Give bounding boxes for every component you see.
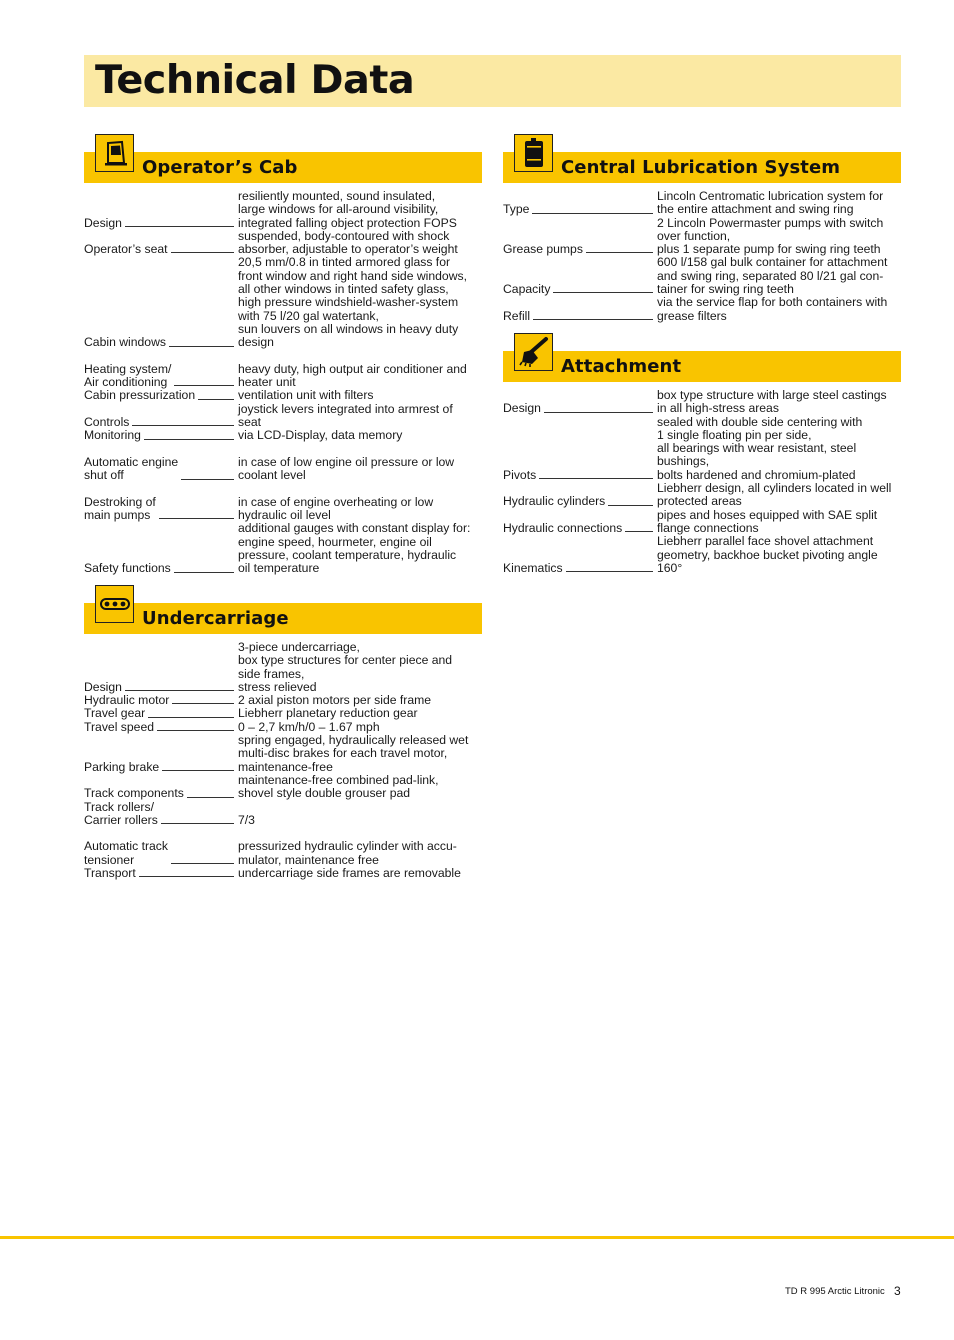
spec-term-cell: [84, 443, 238, 483]
spec-list: [503, 389, 901, 575]
section-attachment: [503, 333, 901, 575]
spec-term-cell: [84, 230, 238, 257]
spec-term-cell: [84, 827, 238, 867]
spec-row: [84, 734, 482, 774]
spec-value: Liebherr parallel face shovel attachment geometry, backhoe bucket pivoting angle 160°: [657, 534, 878, 575]
leader-line: [532, 213, 653, 214]
spec-row: [84, 707, 482, 720]
section-undercarriage: [84, 585, 482, 880]
spec-value: 2 axial piston motors per side frame: [238, 693, 432, 708]
spec-value: pressurized hydraulic cylinder with accu- mulator, maintenance free: [238, 839, 457, 867]
spec-term-cell: [503, 256, 657, 296]
spec-term-cell: [84, 350, 238, 390]
spec-term-cell: [503, 296, 657, 323]
section-operators-cab: [84, 134, 482, 576]
spec-list: [84, 641, 482, 880]
spec-term-cell: [503, 535, 657, 575]
spec-row: [84, 429, 482, 442]
spec-term: Parking brake: [84, 759, 160, 774]
spec-value: additional gauges with constant display for: engine speed, hourmeter, engine oil pressure, coolant temperature, hydraulic oil temperature: [238, 521, 471, 576]
spec-value: ventilation unit with filters: [238, 388, 374, 403]
spec-term: Refill: [503, 308, 531, 323]
spec-term-cell: [84, 522, 238, 575]
spec-term-cell: [84, 774, 238, 801]
spec-term: Destroking of main pumps: [84, 494, 156, 523]
section-header: [84, 134, 482, 184]
spec-term: Automatic engine shut off: [84, 454, 179, 483]
spec-row: [84, 190, 482, 230]
spec-term-cell: [84, 721, 238, 734]
spec-term: Type: [503, 202, 530, 217]
spec-row: [84, 721, 482, 734]
spec-row: [503, 509, 901, 536]
section-central-lubrication: [503, 134, 901, 323]
section-title: Central Lubrication System: [561, 157, 841, 178]
leader-line: [159, 518, 234, 519]
spec-term: Design: [84, 679, 122, 694]
spec-value: via the service flap for both containers with grease filters: [657, 295, 888, 323]
spec-term-cell: [84, 641, 238, 694]
leader-line: [187, 797, 234, 798]
spec-list: [503, 190, 901, 323]
spec-term: Hydraulic connections: [503, 520, 623, 535]
spec-row: [84, 350, 482, 390]
spec-value: spring engaged, hydraulically released wet multi-disc brakes for each travel motor, maintenance-free: [238, 733, 469, 774]
grease-barrel-icon: [514, 134, 553, 172]
leader-line: [198, 399, 234, 400]
section-header: [503, 134, 901, 184]
leader-line: [139, 876, 234, 877]
spec-term: Cabin windows: [84, 335, 166, 350]
spec-row: [84, 641, 482, 694]
leader-line: [148, 717, 234, 718]
spec-row: [84, 867, 482, 880]
spec-term-cell: [503, 190, 657, 217]
spec-term-cell: [84, 256, 238, 349]
spec-term: Design: [84, 215, 122, 230]
spec-value: 2 Lincoln Powermaster pumps with switch over function, plus 1 separate pump for swing ring teeth: [657, 215, 884, 257]
page-number: 3: [894, 1284, 901, 1298]
spec-row: [503, 482, 901, 509]
spec-row: [503, 535, 901, 575]
leader-line: [132, 425, 234, 426]
spec-row: [503, 217, 901, 257]
spec-term-cell: [84, 483, 238, 523]
shovel-icon: [514, 333, 553, 371]
spec-term: Hydraulic motor: [84, 693, 170, 708]
spec-term: Hydraulic cylinders: [503, 494, 606, 509]
spec-list: [84, 190, 482, 576]
spec-term-cell: [84, 389, 238, 402]
spec-value: box type structure with large steel castings in all high-stress areas: [657, 388, 887, 416]
spec-row: [84, 801, 482, 828]
spec-value: 0 – 2,7 km/h/0 – 1.67 mph: [238, 719, 380, 734]
spec-row: [84, 827, 482, 867]
leader-line: [544, 412, 653, 413]
spec-value: undercarriage side frames are removable: [238, 866, 461, 881]
spec-row: [84, 694, 482, 707]
section-title: Undercarriage: [142, 608, 289, 629]
leader-line: [625, 531, 653, 532]
spec-value: heavy duty, high output air conditioner and heater unit: [238, 361, 467, 390]
spec-value: sealed with double side centering with 1 single floating pin per side, all bearings with wear resistant, steel bushings, bolts hardened and chromium-plated: [657, 414, 863, 482]
section-title: Attachment: [561, 356, 682, 377]
leader-line: [171, 863, 234, 864]
footer-document-id: TD R 995 Arctic Litronic: [785, 1286, 885, 1297]
spec-term-cell: [84, 801, 238, 828]
spec-value: via LCD-Display, data memory: [238, 428, 403, 443]
leader-line: [169, 346, 234, 347]
section-header: [503, 333, 901, 383]
spec-value: Liebherr design, all cylinders located in well protected areas: [657, 481, 892, 509]
spec-row: [503, 190, 901, 217]
spec-term: Grease pumps: [503, 242, 583, 257]
spec-term: Controls: [84, 415, 130, 430]
spec-term-cell: [503, 416, 657, 482]
leader-line: [125, 226, 234, 227]
page-title: Technical Data: [95, 58, 415, 103]
footer-rule: [0, 1236, 954, 1239]
spec-term-cell: [84, 403, 238, 430]
spec-term: Design: [503, 401, 541, 416]
spec-term-cell: [84, 429, 238, 442]
spec-term-cell: [84, 867, 238, 880]
leader-line: [539, 478, 653, 479]
spec-term: Automatic track tensioner: [84, 839, 168, 867]
spec-term-cell: [84, 694, 238, 707]
spec-term: Heating system/ Air conditioning: [84, 361, 172, 390]
spec-term: Safety functions: [84, 561, 171, 576]
spec-value: suspended, body-contoured with shock absorber, adjustable to operator’s weight: [238, 228, 458, 257]
title-band: [84, 55, 901, 107]
spec-row: [503, 389, 901, 416]
leader-line: [161, 823, 234, 824]
spec-term: Transport: [84, 866, 136, 881]
spec-value: 7/3: [238, 812, 255, 827]
spec-value: Lincoln Centromatic lubrication system for the entire attachment and swing ring: [657, 189, 884, 217]
spec-term: Kinematics: [503, 560, 563, 575]
spec-term: Track components: [84, 786, 184, 801]
spec-term: Travel speed: [84, 719, 155, 734]
spec-row: [503, 296, 901, 323]
spec-row: [84, 483, 482, 523]
cab-icon: [95, 134, 134, 172]
leader-line: [125, 690, 234, 691]
leader-line: [608, 505, 653, 506]
spec-value: 3-piece undercarriage, box type structures for center piece and side frames, stress relieved: [238, 640, 453, 694]
leader-line: [533, 319, 653, 320]
spec-term: Cabin pressurization: [84, 388, 196, 403]
spec-row: [84, 522, 482, 575]
spec-term-cell: [84, 707, 238, 720]
spec-value: maintenance-free combined pad-link, shovel style double grouser pad: [238, 772, 439, 801]
leader-line: [171, 252, 234, 253]
leader-line: [162, 770, 234, 771]
section-header: [84, 585, 482, 635]
spec-term: Track rollers/ Carrier rollers: [84, 799, 158, 827]
spec-row: [84, 403, 482, 430]
section-title: Operator’s Cab: [142, 157, 298, 178]
leader-line: [144, 439, 234, 440]
track-icon: [95, 585, 134, 623]
spec-term-cell: [503, 217, 657, 257]
spec-value: in case of engine overheating or low hydraulic oil level: [238, 494, 434, 523]
spec-value: 600 l/158 gal bulk container for attachment and swing ring, separated 80 l/21 gal con- tainer for swing ring teeth: [657, 255, 888, 297]
spec-term: Monitoring: [84, 428, 141, 443]
leader-line: [181, 479, 234, 480]
spec-term: Operator’s seat: [84, 242, 168, 257]
leader-line: [172, 703, 234, 704]
spec-term: Travel gear: [84, 706, 146, 721]
spec-term-cell: [503, 482, 657, 509]
spec-value: in case of low engine oil pressure or low coolant level: [238, 454, 455, 483]
spec-value: 20,5 mm/0.8 in tinted armored glass for front window and right hand side windows, all other windows in tinted safety glass, high pressure windshield-washer-system with 75 l/20 gal watertank, sun louvers on all windows in heavy duty design: [238, 255, 467, 350]
spec-value: pipes and hoses equipped with SAE split flange connections: [657, 507, 878, 535]
spec-row: [84, 256, 482, 349]
spec-row: [503, 416, 901, 482]
spec-value: resiliently mounted, sound insulated, large windows for all-around visibility, integrated falling object protection FOPS: [238, 189, 457, 230]
spec-row: [84, 230, 482, 257]
leader-line: [174, 572, 234, 573]
leader-line: [566, 571, 653, 572]
spec-term-cell: [503, 509, 657, 536]
spec-term: Capacity: [503, 282, 551, 297]
spec-value: joystick levers integrated into armrest of seat: [238, 401, 453, 430]
leader-line: [157, 730, 234, 731]
leader-line: [553, 292, 653, 293]
spec-term-cell: [84, 734, 238, 774]
leader-line: [174, 385, 234, 386]
leader-line: [586, 252, 653, 253]
spec-value: Liebherr planetary reduction gear: [238, 706, 418, 721]
spec-term-cell: [84, 190, 238, 230]
spec-row: [84, 389, 482, 402]
spec-term-cell: [503, 389, 657, 416]
spec-row: [503, 256, 901, 296]
spec-row: [84, 443, 482, 483]
spec-term: Pivots: [503, 467, 537, 482]
spec-row: [84, 774, 482, 801]
